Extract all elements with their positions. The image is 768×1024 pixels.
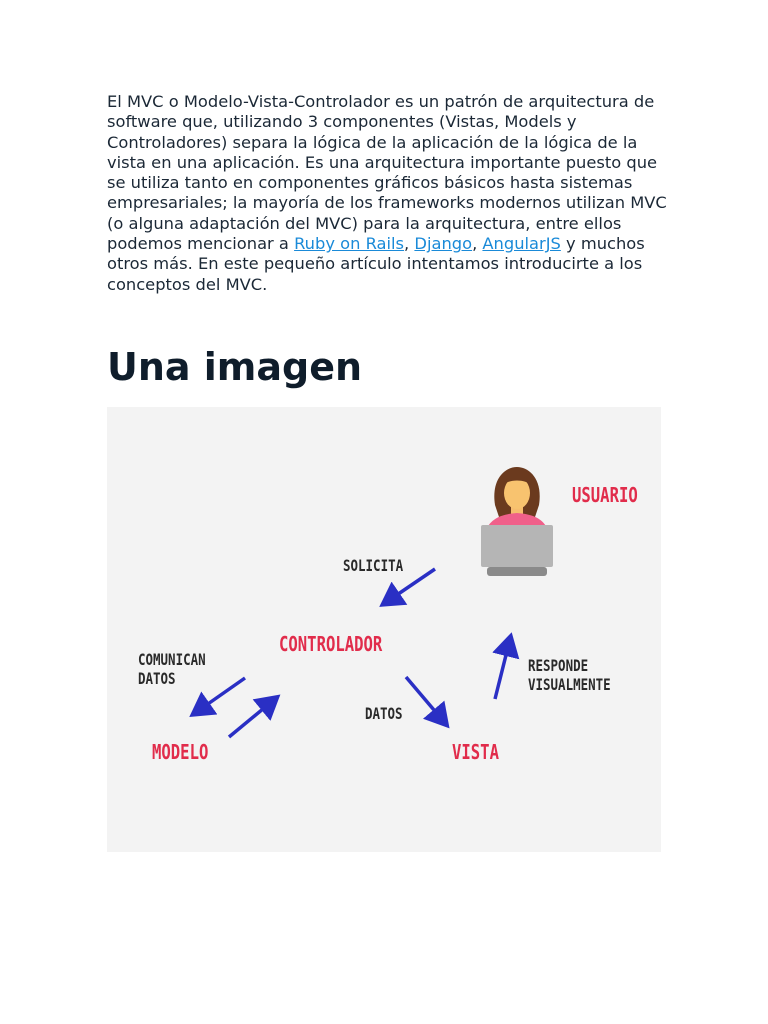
user-illustration-icon bbox=[481, 467, 553, 576]
intro-text: El MVC o Modelo-Vista-Controlador es un patrón de arquitectura de software que, utilizando 3 componentes (Vistas, Models y Controladores) separa la lógica de la aplicación de la lógica de la vista en una aplicación. Es una arquitectura importante puesto que se utiliza tanto en componentes gráficos básicos hasta sistemas empresariales; la mayoría de los frameworks modernos utilizan MVC (o alguna adaptación del MVC) para la arquitectura, entre ellos podemos mencionar a bbox=[107, 92, 667, 254]
section-heading: Una imagen bbox=[107, 345, 363, 389]
django-link[interactable]: Django bbox=[414, 234, 473, 254]
arrow-comunican-left bbox=[195, 678, 245, 713]
separator: , bbox=[404, 234, 415, 254]
angularjs-link[interactable]: AngularJS bbox=[482, 234, 561, 254]
solicita-label: SOLICITA bbox=[343, 556, 404, 575]
usuario-label: USUARIO bbox=[572, 483, 638, 507]
separator: , bbox=[472, 234, 483, 254]
diagram-graphics bbox=[107, 407, 661, 852]
responde-label-1: RESPONDE bbox=[528, 656, 589, 675]
ruby-on-rails-link[interactable]: Ruby on Rails bbox=[294, 234, 405, 254]
controlador-label: CONTROLADOR bbox=[279, 632, 383, 656]
vista-label: VISTA bbox=[452, 740, 499, 764]
intro-paragraph bbox=[107, 92, 667, 295]
responde-label-2: VISUALMENTE bbox=[528, 675, 611, 694]
modelo-label: MODELO bbox=[152, 740, 209, 764]
comunican-label-2: DATOS bbox=[138, 669, 176, 688]
arrow-responde bbox=[495, 639, 510, 699]
datos-label: DATOS bbox=[365, 704, 403, 723]
mvc-diagram bbox=[107, 407, 661, 852]
intro-text-tail: y muchos otros más. En este pequeño artículo intentamos introducirte a los conceptos del MVC. bbox=[107, 234, 645, 294]
arrow-comunican-right bbox=[229, 699, 275, 737]
comunican-label-1: COMUNICAN bbox=[138, 650, 206, 669]
arrow-datos bbox=[406, 677, 445, 723]
